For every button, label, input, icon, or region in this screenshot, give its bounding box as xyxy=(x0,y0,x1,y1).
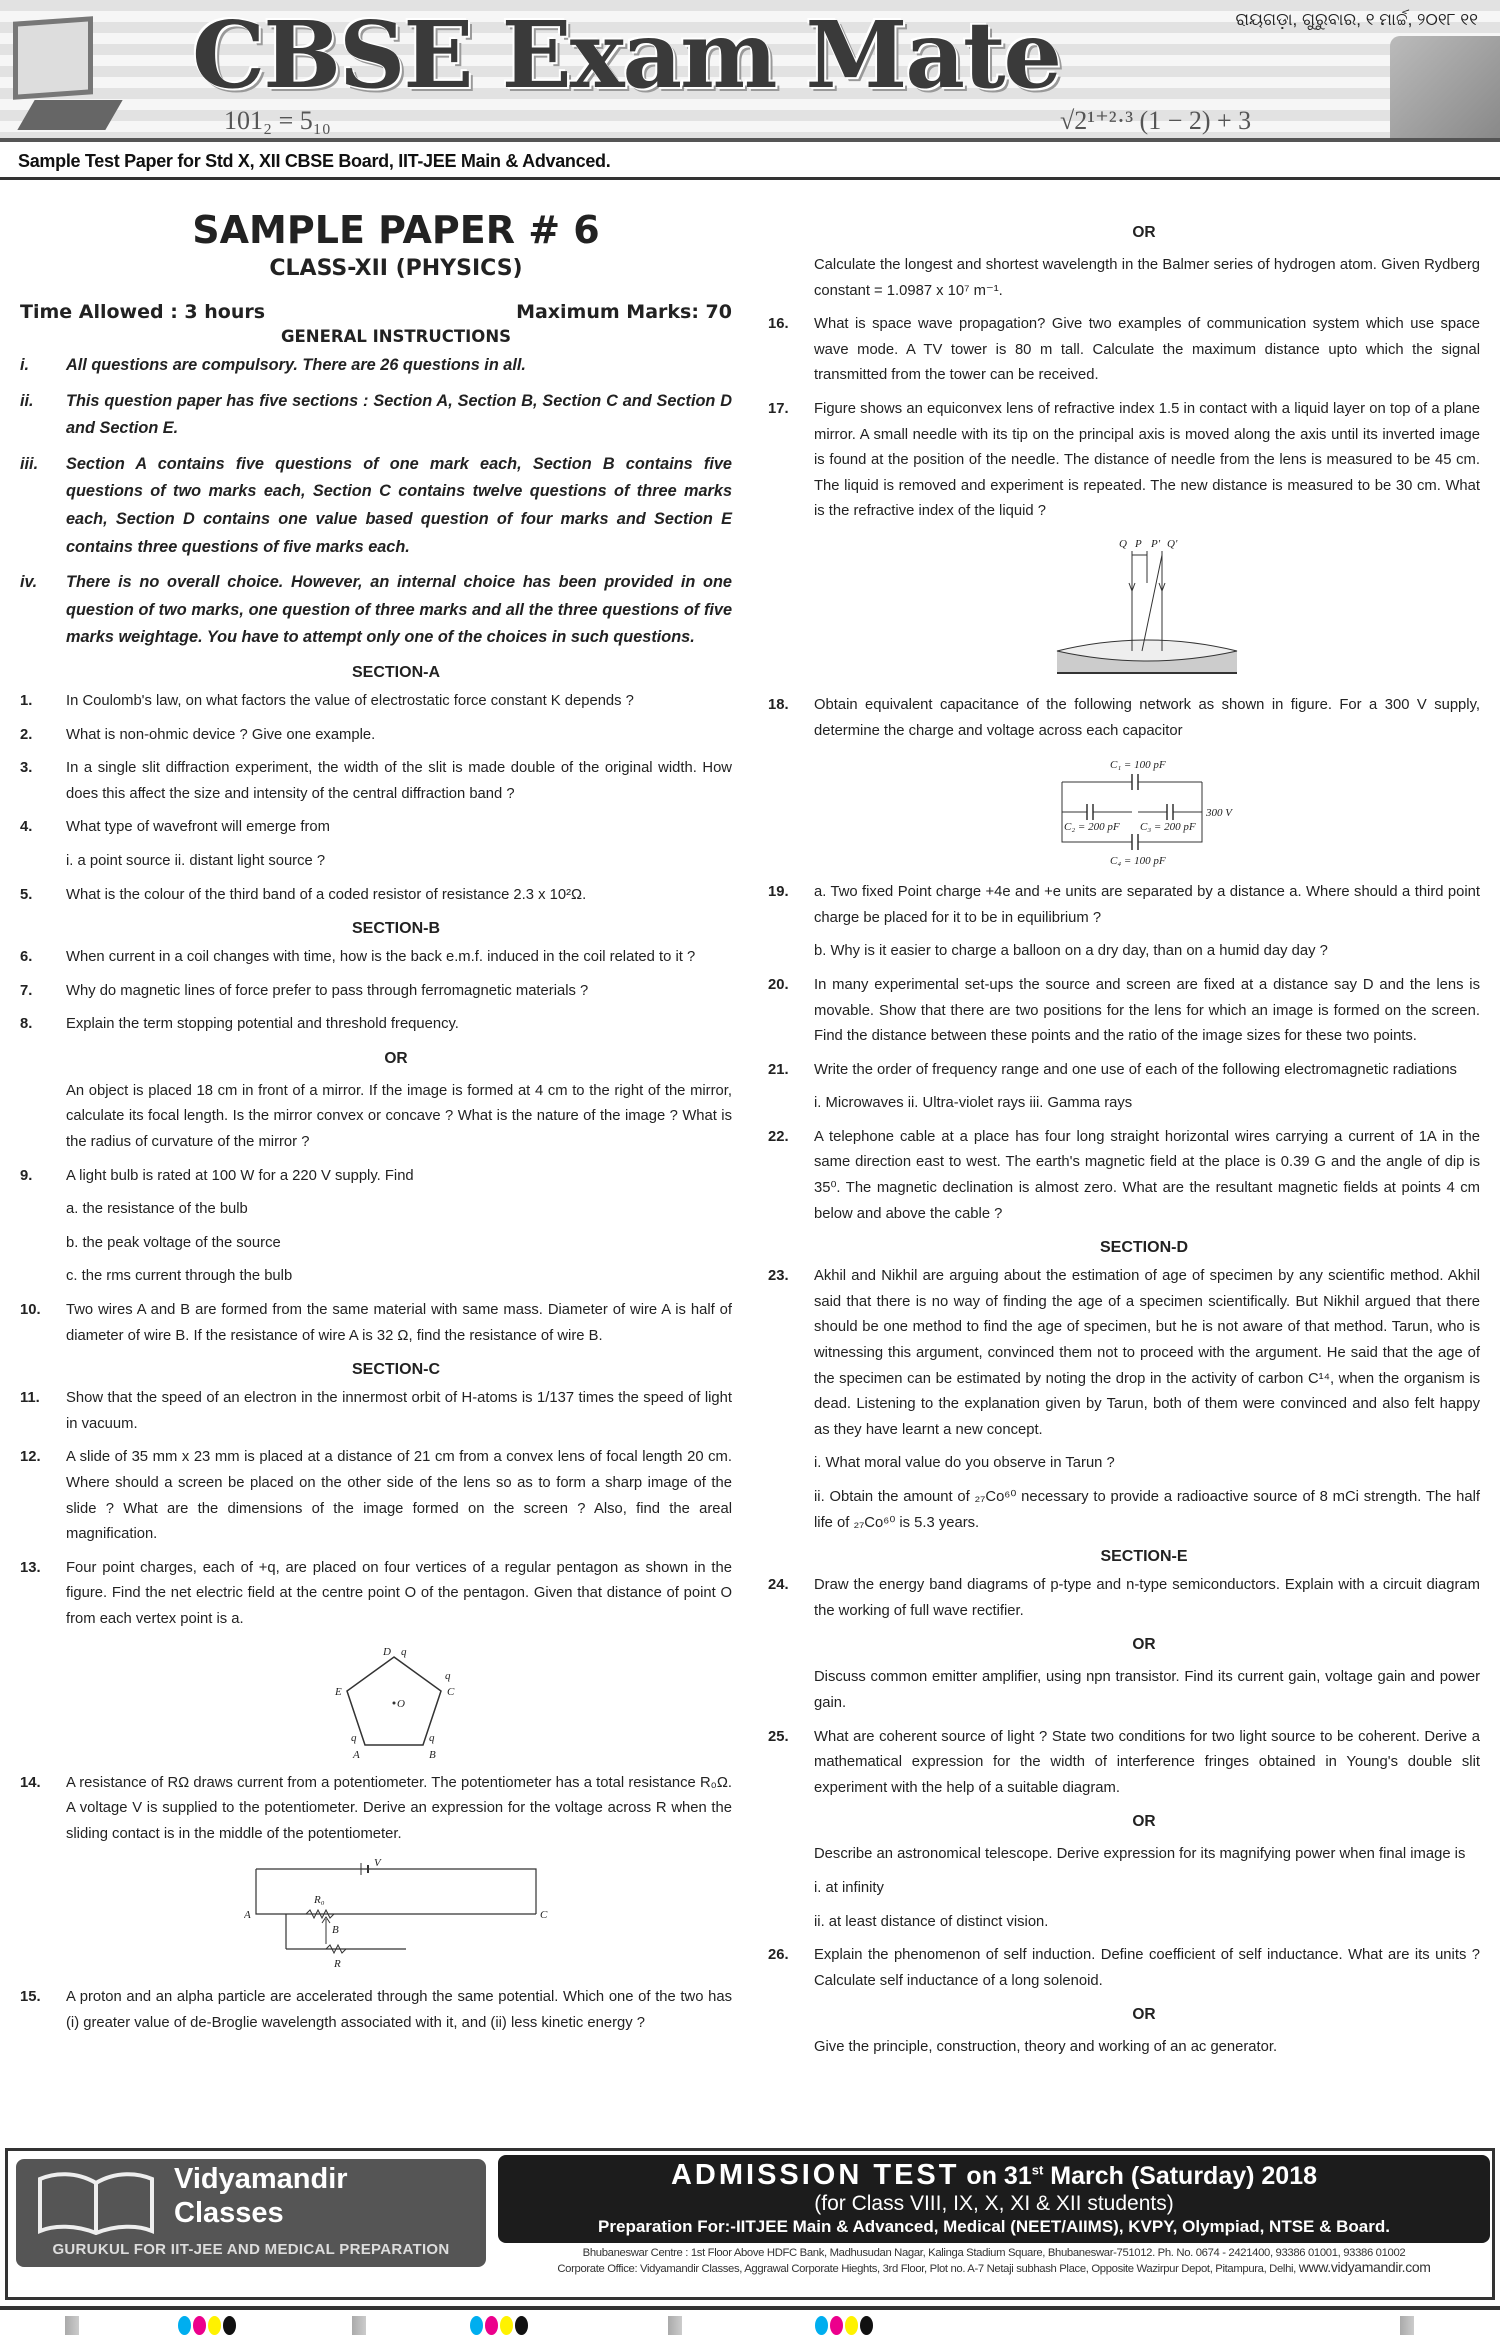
sub-question: i. What moral value do you observe in Tarun ? xyxy=(814,1455,1115,1472)
figure-label: V xyxy=(374,1857,381,1870)
question-text: A resistance of RΩ draws current from a potentiometer. The potentiometer has a total resistance R₀Ω. A voltage V is supplied to the potentiometer. Derive an expression for the voltage across R when the sliding contact is in the middle of the potentiometer. xyxy=(66,1774,732,1842)
question-text: Obtain equivalent capacitance of the following network as shown in figure. For a 300 V supply, determine the charge and voltage across each capacitor xyxy=(814,696,1480,739)
question xyxy=(20,689,732,715)
section-heading: SECTION-D xyxy=(1100,1239,1188,1257)
question xyxy=(20,883,732,909)
question xyxy=(20,1386,732,1437)
figure-label: B xyxy=(429,1748,436,1761)
question-number: 3. xyxy=(20,760,33,777)
figure-label: R xyxy=(334,1958,341,1971)
admission-headline xyxy=(498,2159,1490,2192)
brand-name: Vidyamandir xyxy=(174,2163,348,2195)
paper-class: CLASS-XII (PHYSICS) xyxy=(269,256,523,281)
gray-registration-mark xyxy=(668,2316,682,2335)
question-text: ii. Obtain the amount of ₂₇Co⁶⁰ necessary to provide a radioactive source of 8 mCi strength. The half life of ₂₇Co⁶⁰ is 5.3 years. xyxy=(814,1489,1480,1531)
figure-label: q xyxy=(429,1731,435,1744)
figure-label: Q xyxy=(1119,537,1127,550)
question-number: 17. xyxy=(768,400,789,417)
sub-question: i. at infinity xyxy=(814,1879,884,1896)
date-line: ରାୟଗଡ଼ା, ଗୁରୁବାର, ୧ ମାର୍ଚ୍ଚ, ୨୦୧୮ ୧୧ xyxy=(1235,10,1478,29)
masthead-banner xyxy=(0,0,1500,142)
question-number: 21. xyxy=(768,1061,789,1078)
question xyxy=(20,1298,732,1349)
question-text: Explain the term stopping potential and threshold frequency. xyxy=(66,1016,459,1033)
subtitle: Sample Test Paper for Std X, XII CBSE Board, IIT-JEE Main & Advanced. xyxy=(18,151,611,171)
section-heading: SECTION-B xyxy=(352,920,440,938)
sub-question: i. a point source ii. distant light source ? xyxy=(66,852,326,869)
question-number: 11. xyxy=(20,1390,40,1407)
divider xyxy=(0,2306,1500,2310)
question xyxy=(768,1573,1480,1624)
question-number: 24. xyxy=(768,1577,789,1594)
figure-label: A xyxy=(244,1909,251,1922)
question-number: 8. xyxy=(20,1016,33,1033)
address-block xyxy=(498,2246,1490,2276)
figure-label: E xyxy=(335,1685,342,1698)
instruction-text: There is no overall choice. However, an internal choice has been provided in one question of two marks, one question of three marks and all the three questions of five marks weightage. You have to attempt only one of the choices in such questions. xyxy=(66,573,732,647)
question-text: a. Two fixed Point charge +4e and +e units are separated by a distance a. Where should a third point charge be placed for it to be in equilibrium ? xyxy=(814,884,1480,926)
divider xyxy=(0,177,1500,180)
left-column xyxy=(20,190,732,2045)
question-text: Calculate the longest and shortest wavelength in the Balmer series of hydrogen atom. Given Rydberg constant = 1.0987 x 10⁷ m⁻¹. xyxy=(814,257,1480,299)
time-allowed: Time Allowed : 3 hours xyxy=(20,301,266,323)
question xyxy=(768,1943,1480,1994)
sub-question: c. the rms current through the bulb xyxy=(66,1268,293,1285)
question-text: In Coulomb's law, on what factors the value of electrostatic force constant K depends ? xyxy=(66,692,634,709)
yellow-dot xyxy=(500,2316,513,2335)
headline-big: ADMISSION TEST xyxy=(670,2159,960,2191)
decorative-math: 101₂ = 5₁₀ xyxy=(224,106,331,135)
or-separator: OR xyxy=(1132,2006,1156,2024)
decorative-math: √2¹⁺²·³ (1 − 2) + 3 xyxy=(1060,106,1252,135)
question-number: 1. xyxy=(20,692,33,709)
gray-registration-mark xyxy=(65,2316,79,2335)
question-number: 6. xyxy=(20,949,33,966)
question-number: 23. xyxy=(768,1268,789,1285)
instruction-number: i. xyxy=(20,356,30,374)
instruction-item xyxy=(20,388,732,443)
paper-title: SAMPLE PAPER # 6 xyxy=(192,208,600,252)
question-number: 15. xyxy=(20,1989,41,2006)
question-text: In a single slit diffraction experiment, the width of the slit is made double of the original width. How does this affect the size and intensity of the central diffraction band ? xyxy=(66,760,732,802)
black-dot xyxy=(223,2316,236,2335)
question-text: What is space wave propagation? Give two examples of communication system which use space wave mode. A TV tower is 80 m tall. Calculate the maximum distance upto which the signal transmitted from the tower can be received. xyxy=(814,316,1480,384)
question-text: In many experimental set-ups the source and screen are fixed at a distance say D and the lens is movable. Show that there are two positions for the lens for which an image is formed on the screen. Find the distance between these points and the ratio of the image sizes for these two points. xyxy=(814,976,1480,1045)
right-column xyxy=(768,214,1480,2069)
figure-label: C₂ = 200 pF xyxy=(1064,821,1120,834)
question xyxy=(20,1556,732,1633)
instruction-number: iii. xyxy=(20,454,39,473)
instruction-text: This question paper has five sections : Section A, Section B, Section C and Section D and Section E. xyxy=(66,391,732,438)
question xyxy=(768,1058,1480,1084)
question-text: Four point charges, each of +q, are placed on four vertices of a regular pentagon as shown in the figure. Find the net electric field at the centre point O of the pentagon. Given that distance of point O from each vertex point is a. xyxy=(66,1559,732,1627)
magenta-dot xyxy=(193,2316,206,2335)
time-marks-row xyxy=(20,301,732,323)
address-bhubaneswar: Bhubaneswar Centre : 1st Floor Above HDFC Bank, Madhusudan Nagar, Kalinga Stadium Square, Bhubaneswar-751012. Ph. No. 0674 - 2421400, 93386 01001, 93386 01002 xyxy=(582,2247,1406,2259)
instructions-heading: GENERAL INSTRUCTIONS xyxy=(280,327,512,346)
question-text: Figure shows an equiconvex lens of refractive index 1.5 in contact with a liquid layer on top of a plane mirror. A small needle with its tip on the principal axis is moved along the axis until its inverted image is found at the position of the needle. The distance of needle from the lens is measured to be 45 cm. The liquid is removed and experiment is repeated. The new distance is measured to be 30 cm. What is the refractive index of the liquid ? xyxy=(814,400,1480,520)
gray-registration-mark xyxy=(1400,2316,1414,2335)
headline-rest: March (Saturday) 2018 xyxy=(1043,2162,1318,2190)
figure-label: q xyxy=(445,1669,451,1682)
question-number: 14. xyxy=(20,1774,41,1791)
dharitri-logo xyxy=(8,14,118,134)
cmyk-registration-dots xyxy=(178,2316,236,2335)
instruction-text: All questions are compulsory. There are 26 questions in all. xyxy=(66,356,526,374)
sub-question: ii. at least distance of distinct vision. xyxy=(814,1913,1049,1930)
question-text: When current in a coil changes with time, how is the back e.m.f. induced in the coil related to it ? xyxy=(66,949,696,966)
question-text: b. Why is it easier to charge a balloon on a dry day, than on a humid day day ? xyxy=(814,943,1328,960)
cmyk-registration-dots xyxy=(470,2316,528,2335)
cyan-dot xyxy=(178,2316,191,2335)
black-dot xyxy=(515,2316,528,2335)
question-number: 25. xyxy=(768,1728,789,1745)
calculator-image xyxy=(1390,36,1500,142)
figure-label: P xyxy=(1135,537,1142,550)
question xyxy=(20,723,732,749)
admission-box xyxy=(498,2155,1490,2243)
question-number: 22. xyxy=(768,1128,789,1145)
pentagon-figure xyxy=(66,1641,732,1761)
instruction-text: Section A contains five questions of one mark each, Section B contains five questions of two marks each, Section C contains twelve questions of three marks each, Section D contains one value based question of four marks and Section E contains three questions of five marks each. xyxy=(66,454,732,556)
open-book-icon xyxy=(36,2169,156,2235)
question-number: 16. xyxy=(768,316,789,333)
question xyxy=(768,1264,1480,1443)
question xyxy=(20,945,732,971)
headline-sup: st xyxy=(1031,2162,1044,2178)
capacitor-figure xyxy=(814,752,1480,870)
question-text: Why do magnetic lines of force prefer to pass through ferromagnetic materials ? xyxy=(66,982,589,999)
figure-label: O xyxy=(397,1697,405,1710)
figure-label: R₀ xyxy=(314,1894,325,1907)
question xyxy=(20,1164,732,1190)
figure-label: B xyxy=(332,1924,339,1937)
black-dot xyxy=(860,2316,873,2335)
question-number: 26. xyxy=(768,1947,789,1964)
question xyxy=(768,693,1480,744)
left-questions xyxy=(20,660,732,2037)
section-heading: SECTION-A xyxy=(352,663,440,681)
section-heading: SECTION-E xyxy=(1100,1548,1188,1566)
question-number: 7. xyxy=(20,982,33,999)
question-number: 19. xyxy=(768,884,789,901)
figure-label: 300 V xyxy=(1206,807,1232,820)
question xyxy=(20,979,732,1005)
question xyxy=(20,1012,732,1038)
question-number: 4. xyxy=(20,819,33,836)
question-text: What are coherent source of light ? State two conditions for two light source to be coherent. Derive a mathematical expression for the width of interference fringes obtained in Young's double slit experiment with the help of a suitable diagram. xyxy=(814,1728,1480,1796)
brand-name: Classes xyxy=(174,2197,284,2229)
question-text: Discuss common emitter amplifier, using npn transistor. Find its current gain, voltage gain and power gain. xyxy=(814,1669,1480,1711)
figure-label: q xyxy=(351,1731,357,1744)
or-separator: OR xyxy=(1132,1813,1156,1831)
question-text: Explain the phenomenon of self induction. Define coefficient of self inductance. What are its units ? Calculate self inductance of a long solenoid. xyxy=(814,1947,1480,1989)
question-text: A telephone cable at a place has four long straight horizontal wires carrying a current of 1A in the same direction east to west. The earth's magnetic field at the place is 0.39 G and the angle of dip is 35⁰. The magnetic declination is almost zero. What are the resultant magnetic fields at points 4 cm below and above the cable ? xyxy=(814,1128,1480,1222)
question-text: Give the principle, construction, theory and working of an ac generator. xyxy=(814,2039,1278,2056)
instructions-list xyxy=(20,352,732,652)
question xyxy=(768,397,1480,525)
question-text: Describe an astronomical telescope. Derive expression for its magnifying power when final image is xyxy=(814,1846,1466,1863)
instruction-number: iv. xyxy=(20,573,38,592)
question-text: A proton and an alpha particle are accelerated through the same potential. Which one of the two has (i) greater value of de-Broglie wavelength associated with it, and (ii) less kinetic energy ? xyxy=(66,1989,732,2031)
question-number: 13. xyxy=(20,1559,41,1576)
instruction-item xyxy=(20,451,732,561)
figure-label: D xyxy=(383,1645,391,1658)
admission-classes: (for Class VIII, IX, X, XI & XII students) xyxy=(814,2192,1174,2215)
question-text: What is the colour of the third band of a coded resistor of resistance 2.3 x 10²Ω. xyxy=(66,886,587,903)
lens-diagram xyxy=(1047,533,1247,683)
cyan-dot xyxy=(815,2316,828,2335)
instruction-number: ii. xyxy=(20,391,34,410)
potentiometer-figure xyxy=(66,1855,732,1975)
question-text: Show that the speed of an electron in the innermost orbit of H-atoms is 1/137 times the speed of light in vacuum. xyxy=(66,1390,732,1432)
ad-brand-box xyxy=(16,2159,486,2267)
instruction-item xyxy=(20,569,732,652)
potentiometer-diagram xyxy=(244,1855,554,1975)
section-heading: SECTION-C xyxy=(352,1361,440,1379)
question-number: 5. xyxy=(20,886,33,903)
admission-preparation: Preparation For:-IITJEE Main & Advanced, Medical (NEET/AIIMS), KVPY, Olympiad, NTSE & Board. xyxy=(598,2217,1390,2236)
website-link[interactable]: www.vidyamandir.com xyxy=(1298,2259,1431,2275)
figure-label: C xyxy=(447,1685,455,1698)
question xyxy=(768,1125,1480,1227)
question-number: 10. xyxy=(20,1302,41,1319)
question xyxy=(768,312,1480,389)
figure-label: Q' xyxy=(1167,537,1178,550)
figure-label: C₃ = 200 pF xyxy=(1140,821,1196,834)
instruction-item xyxy=(20,352,732,380)
figure-label: q xyxy=(401,1645,407,1658)
question-number: 18. xyxy=(768,696,789,713)
question-number: 9. xyxy=(20,1167,33,1184)
sub-question: a. the resistance of the bulb xyxy=(66,1201,248,1218)
lens-figure xyxy=(814,533,1480,683)
or-separator: OR xyxy=(1132,224,1156,241)
question-text: Akhil and Nikhil are arguing about the estimation of age of specimen by any scientific method. Akhil said that there is no way of finding the age of a specimen scientifically. But Nikhil argued that there should be one method to find the age of specimen, but he is not aware of that method. Tarun, who is witnessing this argument, convinced them not to proceed with the argument. He said that the age of the specimen can be estimated by noting the drop in the activity of carbon C¹⁴, when the organism is dead. Listening to the explanation given by Tarun, both of them were convinced and also felt happy as they have learnt a new concept. xyxy=(814,1268,1480,1438)
question xyxy=(20,1771,732,1848)
question xyxy=(20,815,732,841)
vidyamandir-advertisement xyxy=(5,2148,1495,2300)
brand-tagline: GURUKUL FOR IIT-JEE AND MEDICAL PREPARATION xyxy=(52,2241,450,2258)
figure-label: C xyxy=(540,1909,548,1922)
question-text: Write the order of frequency range and one use of each of the following electromagnetic radiations xyxy=(814,1061,1457,1078)
right-questions xyxy=(768,220,1480,2061)
question-text: What type of wavefront will emerge from xyxy=(66,819,330,836)
sub-question: i. Microwaves ii. Ultra-violet rays iii. Gamma rays xyxy=(814,1095,1133,1112)
address-corporate xyxy=(557,2260,1430,2276)
question xyxy=(20,1445,732,1547)
question-number: 12. xyxy=(20,1449,41,1466)
or-separator: OR xyxy=(1132,1636,1156,1654)
figure-label: C₄ = 100 pF xyxy=(1110,855,1166,868)
or-separator: OR xyxy=(384,1049,408,1067)
question-text: Draw the energy band diagrams of p-type and n-type semiconductors. Explain with a circuit diagram the working of full wave rectifier. xyxy=(814,1577,1480,1619)
question xyxy=(20,1985,732,2036)
question xyxy=(768,1725,1480,1802)
question xyxy=(768,973,1480,1050)
banner-title: CBSE Exam Mate xyxy=(192,1,1061,109)
question-number: 20. xyxy=(768,976,789,993)
question-text: A slide of 35 mm x 23 mm is placed at a distance of 21 cm from a convex lens of focal length 20 cm. Where should a screen be placed on the other side of the lens so as to form a sharp image of the slide ? What are the dimensions of the image formed on the screen ? Also, find the areal magnification. xyxy=(66,1449,732,1543)
sub-question: b. the peak voltage of the source xyxy=(66,1234,281,1251)
magenta-dot xyxy=(830,2316,843,2335)
headline-date: on 31 xyxy=(959,2162,1032,2190)
figure-label: A xyxy=(353,1748,360,1761)
figure-label: C₁ = 100 pF xyxy=(1110,759,1166,772)
question-text: An object is placed 18 cm in front of a mirror. If the image is formed at 4 cm to the right of the mirror, calculate its focal length. Is the mirror convex or concave ? What is the nature of the image ? What is the radius of curvature of the mirror ? xyxy=(66,1082,732,1151)
address-text: Corporate Office: Vidyamandir Classes, Aggrawal Corporate Hieghts, 3rd Floor, Plot no. A-7 Netaji subhash Place, Opposite Wazirpur Depot, Pitampura, Delhi, xyxy=(557,2263,1296,2275)
maximum-marks: Maximum Marks: 70 xyxy=(516,301,732,323)
question-text: What is non-ohmic device ? Give one example. xyxy=(66,726,376,743)
question-number: 2. xyxy=(20,726,33,743)
cmyk-registration-dots xyxy=(815,2316,873,2335)
gray-registration-mark xyxy=(352,2316,366,2335)
question-text: Two wires A and B are formed from the same material with same mass. Diameter of wire A is half of diameter of wire B. If the resistance of wire A is 32 Ω, find the resistance of wire B. xyxy=(66,1302,732,1344)
question-text: A light bulb is rated at 100 W for a 220 V supply. Find xyxy=(66,1167,414,1184)
yellow-dot xyxy=(845,2316,858,2335)
question xyxy=(20,756,732,807)
question xyxy=(768,880,1480,931)
figure-label: P' xyxy=(1151,537,1161,550)
capacitor-diagram xyxy=(1052,752,1242,870)
cyan-dot xyxy=(470,2316,483,2335)
magenta-dot xyxy=(485,2316,498,2335)
yellow-dot xyxy=(208,2316,221,2335)
pentagon-diagram xyxy=(329,1641,469,1761)
